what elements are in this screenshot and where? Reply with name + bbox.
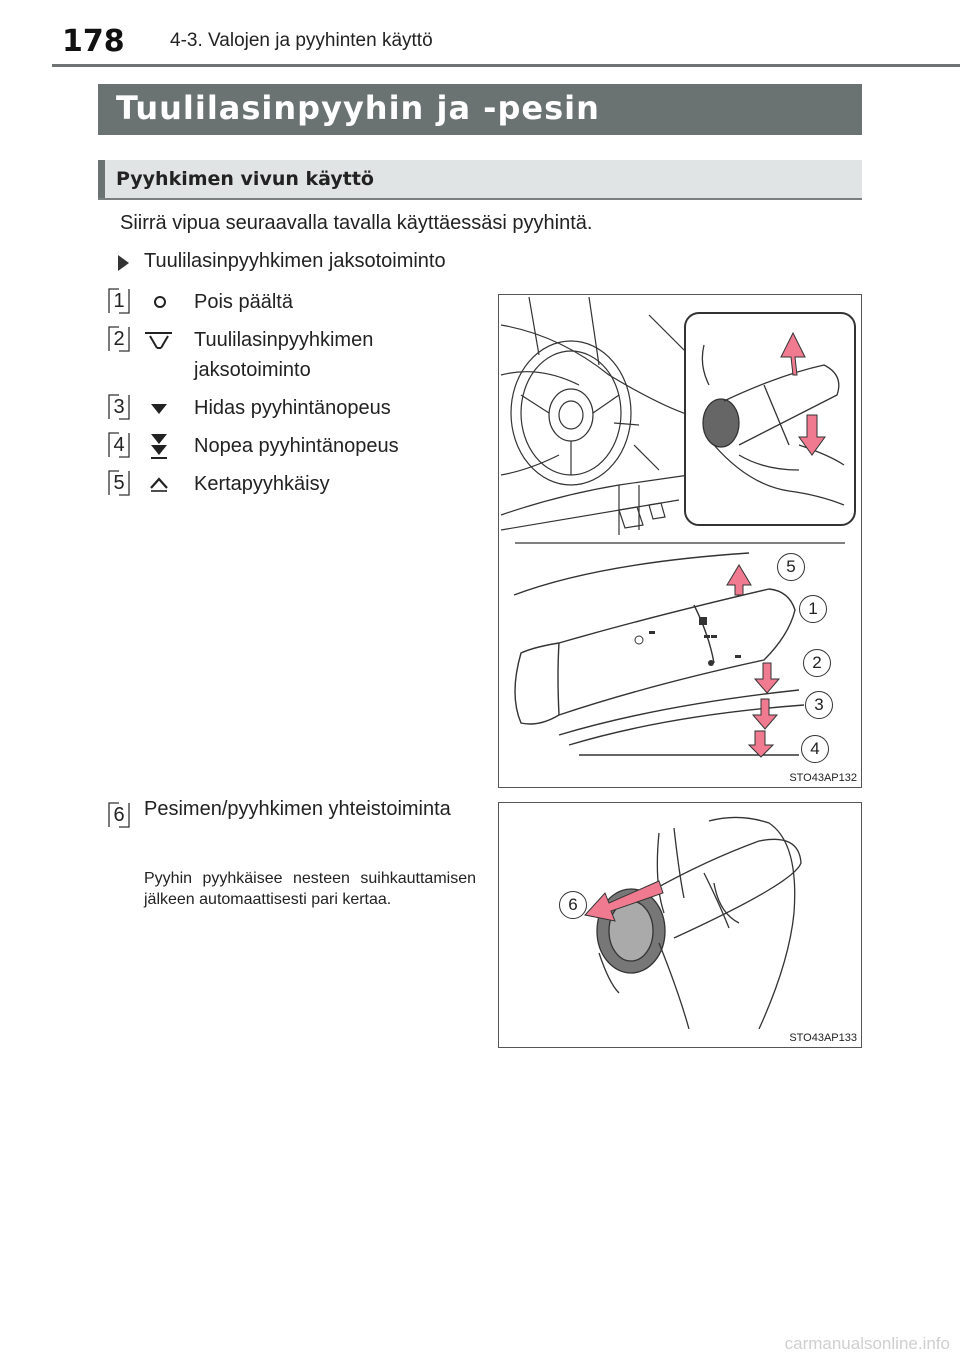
figure-washer (498, 802, 862, 1048)
item-number-4: 4 (108, 432, 130, 458)
high-speed-icon (145, 432, 173, 460)
item-label-2: Tuulilasinpyyhkimen jaksotoiminto (194, 329, 374, 381)
subsection-bar (98, 160, 862, 200)
item-number-6: 6 (108, 802, 130, 828)
wiper-lever-illustration (499, 295, 861, 765)
figure-callout-2: 2 (803, 649, 831, 677)
item-number-3: 3 (108, 394, 130, 420)
intro-text: Siirrä vipua seuraavalla tavalla käyttäessäsi pyyhintä. (120, 212, 593, 234)
item-label-1: Pois päältä (194, 291, 293, 313)
subsection-title: Pyyhkimen vivun käyttö (116, 168, 374, 190)
low-speed-icon (145, 398, 173, 420)
figure-code: STO43AP132 (789, 772, 857, 784)
figure-callout-3: 3 (805, 691, 833, 719)
chapter-title: 4-3. Valojen ja pyyhinten käyttö (170, 30, 433, 51)
figure-callout-6: 6 (559, 891, 587, 919)
bullet-triangle-icon (118, 255, 129, 271)
washer-label: Pesimen/pyyhkimen yhteistoiminta (144, 798, 451, 820)
item-number-2: 2 (108, 326, 130, 352)
section-title-bar (98, 84, 862, 135)
item-number-1: 1 (108, 288, 130, 314)
header-rule (52, 64, 960, 67)
off-icon (146, 291, 174, 313)
mist-icon (145, 473, 173, 495)
watermark: carmanualsonline.info (784, 1334, 950, 1353)
bullet-heading: Tuulilasinpyyhkimen jaksotoiminto (144, 250, 446, 272)
figure-code: STO43AP133 (789, 1032, 857, 1044)
item-label-5: Kertapyyhkäisy (194, 473, 330, 495)
washer-lever-illustration (499, 803, 861, 1029)
figure-callout-1: 1 (799, 595, 827, 623)
item-label-3: Hidas pyyhintänopeus (194, 397, 391, 419)
figure-callout-4: 4 (801, 735, 829, 763)
subsection-accent (98, 160, 105, 198)
intermittent-wiper-icon (144, 330, 172, 352)
figure-wiper-lever (498, 294, 862, 788)
page-number: 178 (62, 24, 125, 59)
item-number-5: 5 (108, 470, 130, 496)
washer-note: Pyyhin pyyhkäisee nesteen suihkauttamisen jälkeen automaattisesti pari kertaa. (144, 870, 476, 908)
figure-callout-5: 5 (777, 553, 805, 581)
section-title: Tuulilasinpyyhin ja -pesin (116, 89, 600, 127)
item-label-4: Nopea pyyhintänopeus (194, 435, 399, 457)
